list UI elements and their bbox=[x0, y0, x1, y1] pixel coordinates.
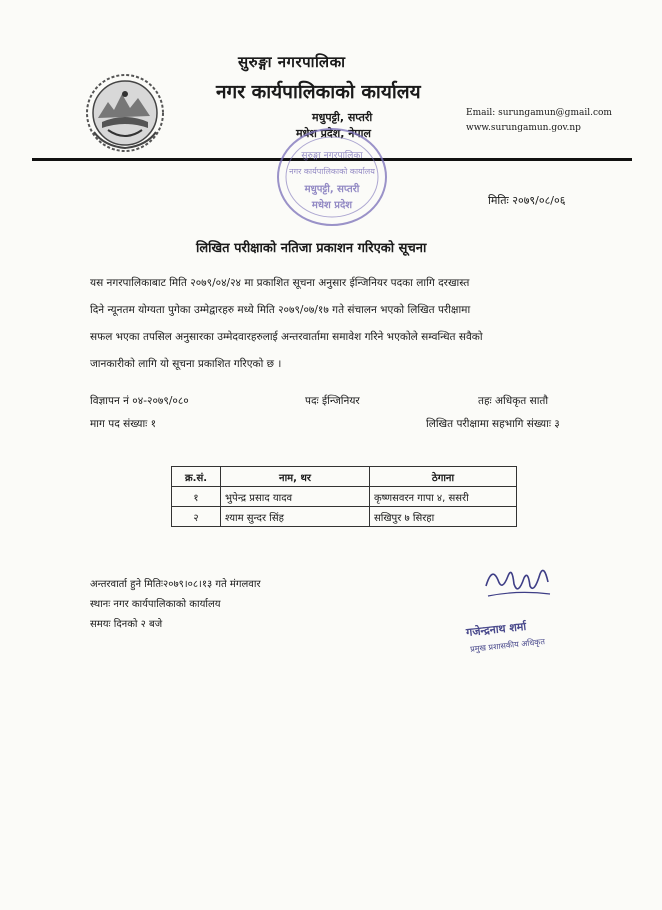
nepal-emblem-logo bbox=[84, 72, 166, 154]
body-line-4: जानकारीको लागि यो सूचना प्रकाशित गरिएको छ । bbox=[90, 358, 282, 370]
cell-address: कृष्णसवरन गापा ४, ससरी bbox=[370, 487, 517, 507]
address-line-2: मधेश प्रदेश, नेपाल bbox=[296, 127, 371, 140]
cell-name: भुपेन्द्र प्रसाद यादव bbox=[221, 487, 370, 507]
signatory-name: गजेन्द्रनाथ शर्मा bbox=[465, 619, 527, 640]
website-text: www.surungamun.gov.np bbox=[466, 123, 581, 133]
notice-body bbox=[90, 270, 618, 378]
svg-text:सुरुङ्गा नगरपालिका: सुरुङ्गा नगरपालिका bbox=[301, 151, 363, 161]
handwritten-signature bbox=[478, 556, 558, 606]
notice-subject: लिखित परीक्षाको नतिजा प्रकाशन गरिएको सूचना bbox=[196, 241, 427, 256]
address-line-1: मधुपट्टी, सप्तरी bbox=[312, 111, 373, 124]
advertisement-number: विज्ञापन नं ०४-२०७९/०८० bbox=[90, 395, 189, 407]
interview-time: समयः दिनको २ बजे bbox=[90, 619, 163, 630]
header-address: ठेगाना bbox=[370, 467, 517, 487]
header-serial: क्र.सं. bbox=[172, 467, 221, 487]
email-text: Email: surungamun@gmail.com bbox=[466, 108, 612, 118]
table-row bbox=[172, 487, 517, 507]
results-table bbox=[171, 466, 517, 527]
cell-name: श्याम सुन्दर सिंह bbox=[221, 507, 370, 527]
interview-venue: स्थानः नगर कार्यपालिकाको कार्यालय bbox=[90, 599, 221, 610]
body-line-3: सफल भएका तपसिल अनुसारका उम्मेदवारहरुलाई अन्तरवार्तामा समावेश गरिने भएकोले सम्वन्धित सवैको bbox=[90, 331, 483, 343]
svg-text:मधेश प्रदेश: मधेश प्रदेश bbox=[311, 200, 353, 211]
cell-serial: २ bbox=[172, 507, 221, 527]
body-line-2: दिने न्यूनतम योग्यता पुगेका उम्मेद्वारहरु मध्ये मिति २०७९/०७/१७ गते संचालन भएको लिखित परीक्षामा bbox=[90, 304, 471, 316]
cell-address: सखिपुर ७ सिरहा bbox=[370, 507, 517, 527]
cell-serial: १ bbox=[172, 487, 221, 507]
posts-demanded: माग पद संख्याः १ bbox=[90, 418, 157, 430]
header-name: नाम, थर bbox=[221, 467, 370, 487]
svg-text:मधुपट्टी, सप्तरी: मधुपट्टी, सप्तरी bbox=[304, 184, 360, 195]
svg-text:नगर कार्यपालिकाको कार्यालय: नगर कार्यपालिकाको कार्यालय bbox=[289, 167, 375, 176]
exam-participants: लिखित परीक्षामा सहभागि संख्याः ३ bbox=[426, 418, 560, 430]
office-stamp bbox=[272, 122, 392, 232]
municipality-name: सुरुङ्गा नगरपालिका bbox=[238, 53, 346, 71]
table-row bbox=[172, 507, 517, 527]
table-header-row bbox=[172, 467, 517, 487]
office-name: नगर कार्यपालिकाको कार्यालय bbox=[216, 81, 421, 103]
signatory-designation: प्रमुख प्रशासकीय अधिकृत bbox=[469, 637, 546, 654]
post-level: तहः अधिकृत सातौ bbox=[478, 395, 549, 407]
body-line-1: यस नगरपालिकाबाट मिति २०७९/०४/२४ मा प्रकाशित सूचना अनुसार ईन्जिनियर पदका लागि दरखास्त bbox=[90, 277, 470, 289]
post-title: पदः ईन्जिनियर bbox=[305, 395, 360, 407]
notice-date: मितिः २०७९/०८/०६ bbox=[488, 194, 566, 207]
interview-date: अन्तरवार्ता हुने मितिः२०७९।०८।१३ गते मंगलवार bbox=[90, 579, 261, 590]
